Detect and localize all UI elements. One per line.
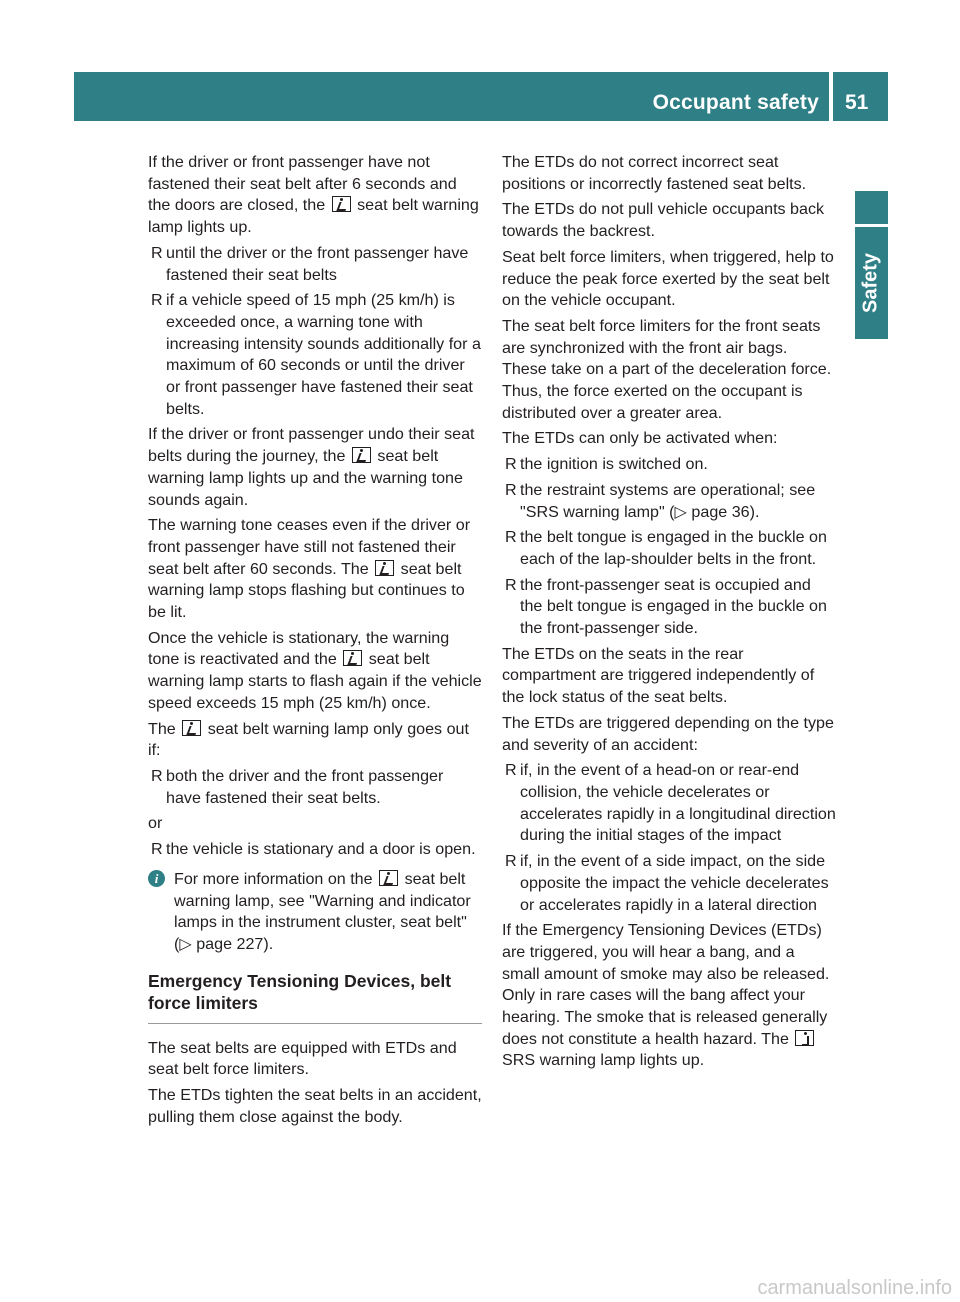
seat-belt-icon bbox=[352, 447, 371, 463]
paragraph: The seat belt warning lamp only goes out if: bbox=[148, 719, 469, 760]
info-note: i For more information on the seat belt warning lamp, see "Warning and indicator lamps in the instrument cluster, seat belt" (▷ page 227). bbox=[148, 869, 482, 956]
seat-belt-icon bbox=[182, 720, 201, 736]
paragraph: The ETDs on the seats in the rear compartment are triggered independently of the lock status of the seat belts. bbox=[502, 644, 815, 707]
list-item: R the belt tongue is engaged in the buckle on each of the lap-shoulder belts in the front. bbox=[505, 528, 827, 568]
paragraph: The seat belt force limiters for the front seats are synchronized with the front air bags. These take on a part of the deceleration force. Thus, the force exerted on the occupant is distributed over a greater area. bbox=[502, 316, 832, 422]
paragraph: The ETDs are triggered depending on the type and severity of an accident: bbox=[502, 713, 834, 754]
paragraph: Once the vehicle is stationary, the warning tone is reactivated and the seat belt warning lamp starts to flash again if the vehicle speed exceeds 15 mph (25 km/h) once. bbox=[148, 628, 482, 712]
list-item: R if a vehicle speed of 15 mph (25 km/h) is exceeded once, a warning tone with increasing intensity sounds additionally for a maximum of 60 seconds or until the driver or front passenger have fastened their seat belts. bbox=[151, 291, 481, 418]
page-number: 51 bbox=[845, 91, 869, 114]
page-ref-arrow-icon: ▷ bbox=[674, 502, 687, 521]
page-title: Occupant safety bbox=[652, 91, 819, 114]
seat-belt-icon bbox=[375, 560, 394, 576]
page-ref-arrow-icon: ▷ bbox=[179, 934, 192, 953]
paragraph: If the driver or front passenger undo their seat belts during the journey, the seat belt warning lamp lights up and the warning tone sounds again. bbox=[148, 425, 475, 509]
srs-icon bbox=[795, 1030, 814, 1046]
seat-belt-icon bbox=[379, 870, 398, 886]
paragraph: The ETDs tighten the seat belts in an accident, pulling them close against the body. bbox=[148, 1086, 482, 1126]
side-tab-label: Safety bbox=[859, 252, 882, 314]
list-item: R both the driver and the front passenger have fastened their seat belts. bbox=[151, 766, 444, 807]
seat-belt-icon bbox=[343, 650, 362, 666]
paragraph: The warning tone ceases even if the driver or front passenger have still not fastened their seat belt after 60 seconds. The seat belt warning lamp stops flashing but continues to be lit. bbox=[148, 516, 471, 622]
list-item: R the vehicle is stationary and a door is open. bbox=[151, 840, 476, 859]
paragraph: Seat belt force limiters, when triggered, help to reduce the peak force exerted by the seat belt on the vehicle occupant. bbox=[502, 247, 834, 310]
right-column bbox=[502, 152, 836, 1076]
header-bar bbox=[74, 72, 829, 121]
list-item: R the ignition is switched on. bbox=[505, 455, 708, 474]
page-number-box bbox=[833, 72, 888, 121]
left-column bbox=[148, 152, 482, 1132]
info-icon: i bbox=[148, 870, 165, 887]
watermark: carmanualsonline.info bbox=[757, 1277, 952, 1299]
list-item: R if, in the event of a side impact, on the side opposite the impact the vehicle decelerates or accelerates rapidly in a lateral direction bbox=[505, 852, 829, 914]
paragraph: If the Emergency Tensioning Devices (ETDs) are triggered, you will hear a bang, and a small amount of smoke may also be released. Only in rare cases will the bang affect your hearing. The smoke that is released generally does not constitute a health hazard. The SRS warning lamp lights up. bbox=[502, 921, 830, 1070]
section-heading: Emergency Tensioning Devices, belt force limiters bbox=[148, 970, 482, 1024]
side-tab bbox=[855, 227, 888, 339]
list-item: R if, in the event of a head-on or rear-end collision, the vehicle decelerates or accelerates rapidly in a longitudinal direction during the initial stages of the impact bbox=[505, 761, 836, 845]
paragraph: The ETDs do not pull vehicle occupants back towards the backrest. bbox=[502, 200, 825, 241]
list-item: R until the driver or the front passenger have fastened their seat belts bbox=[151, 243, 469, 284]
list-item: R the restraint systems are operational; see "SRS warning lamp" (▷ page 36). bbox=[505, 480, 816, 521]
paragraph: The seat belts are equipped with ETDs and seat belt force limiters. bbox=[148, 1038, 457, 1079]
paragraph: If the driver or front passenger have not fastened their seat belt after 6 seconds and the doors are closed, the seat belt warning lamp lights up. bbox=[148, 153, 479, 237]
list-item: R the front-passenger seat is occupied and the belt tongue is engaged in the buckle on the front-passenger side. bbox=[505, 575, 827, 638]
paragraph: The ETDs do not correct incorrect seat positions or incorrectly fastened seat belts. bbox=[502, 153, 807, 193]
paragraph: The ETDs can only be activated when: bbox=[502, 429, 778, 448]
seat-belt-icon bbox=[332, 196, 351, 212]
side-marker bbox=[855, 191, 888, 224]
or-text: or bbox=[148, 814, 163, 833]
